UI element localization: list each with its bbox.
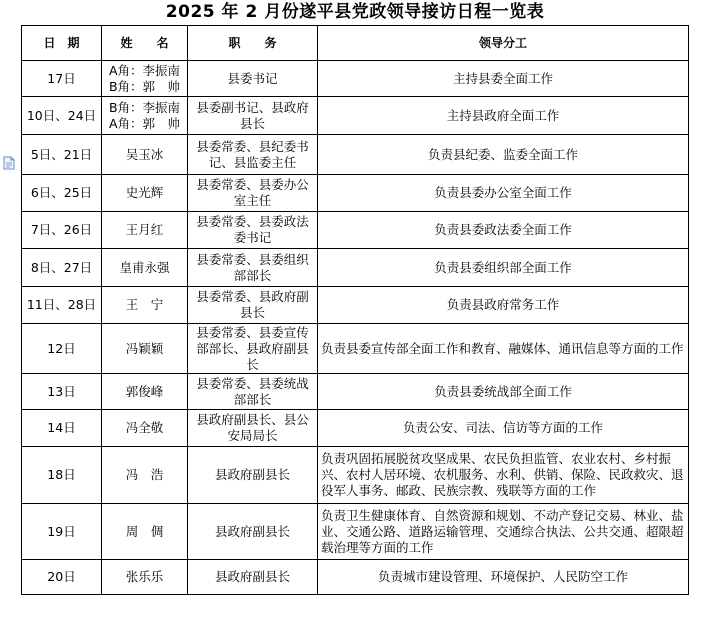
- date-cell: 7日、26日: [22, 212, 102, 249]
- name-line: B角：李振南: [108, 99, 181, 115]
- position-cell: 县政府副县长: [188, 560, 318, 595]
- position-cell: 县委常委、县政府副县长: [188, 287, 318, 324]
- duties-cell: 主持县委全面工作: [318, 61, 689, 97]
- header-position: 职 务: [188, 26, 318, 61]
- position-cell: 县委常委、县委办公室主任: [188, 175, 318, 212]
- date-cell: 6日、25日: [22, 175, 102, 212]
- date-cell: 11日、28日: [22, 287, 102, 324]
- duties-cell: 负责县委组织部全面工作: [318, 249, 689, 287]
- table-header-row: [22, 26, 689, 61]
- name-cell: 皇甫永强: [102, 249, 188, 287]
- date-cell: 18日: [22, 447, 102, 504]
- table-row: [22, 97, 689, 135]
- table-row: [22, 135, 689, 175]
- duties-cell: 负责巩固拓展脱贫攻坚成果、农民负担监管、农业农村、乡村振兴、农村人居环境、农机服务、水利、供销、保险、民政救灾、退役军人事务、邮政、民族宗教、残联等方面的工作: [318, 447, 689, 504]
- name-cell: 王月红: [102, 212, 188, 249]
- duties-cell: 负责城市建设管理、环境保护、人民防空工作: [318, 560, 689, 595]
- duties-cell: 负责县纪委、监委全面工作: [318, 135, 689, 175]
- header-name: 姓 名: [102, 26, 188, 61]
- date-cell: 20日: [22, 560, 102, 595]
- name-line: A角：郭 帅: [108, 115, 181, 131]
- table-row: [22, 560, 689, 595]
- date-cell: 5日、21日: [22, 135, 102, 175]
- page-title: 2025 年 2 月份遂平县党政领导接访日程一览表: [165, 2, 545, 22]
- name-cell: 王 宁: [102, 287, 188, 324]
- duties-cell: 负责县政府常务工作: [318, 287, 689, 324]
- name-line: B角：郭 帅: [108, 78, 181, 94]
- date-cell: 13日: [22, 374, 102, 410]
- table-row: [22, 287, 689, 324]
- duties-cell: 负责卫生健康体育、自然资源和规划、不动产登记交易、林业、盐业、交通公路、道路运输管理、交通综合执法、公共交通、超限超载治理等方面的工作: [318, 504, 689, 560]
- date-cell: 14日: [22, 410, 102, 447]
- position-cell: 县委常委、县纪委书记、县监委主任: [188, 135, 318, 175]
- header-duties: 领导分工: [318, 26, 689, 61]
- table-row: [22, 61, 689, 97]
- date-cell: 17日: [22, 61, 102, 97]
- date-cell: 8日、27日: [22, 249, 102, 287]
- name-cell: 周 倜: [102, 504, 188, 560]
- name-cell: 冯颖颖: [102, 324, 188, 374]
- table-row: [22, 175, 689, 212]
- position-cell: 县委常委、县委政法委书记: [188, 212, 318, 249]
- position-cell: 县委常委、县委组织部部长: [188, 249, 318, 287]
- table-row: [22, 374, 689, 410]
- date-cell: 10日、24日: [22, 97, 102, 135]
- table-row: [22, 324, 689, 374]
- name-cell: 张乐乐: [102, 560, 188, 595]
- table-row: [22, 410, 689, 447]
- name-cell: 郭俊峰: [102, 374, 188, 410]
- name-line: A角：李振南: [108, 62, 181, 78]
- position-cell: 县政府副县长: [188, 504, 318, 560]
- duties-cell: 主持县政府全面工作: [318, 97, 689, 135]
- duties-cell: 负责县委宣传部全面工作和教育、融媒体、通讯信息等方面的工作: [318, 324, 689, 374]
- position-cell: 县委副书记、县政府县长: [188, 97, 318, 135]
- position-cell: 县委常委、县委统战部部长: [188, 374, 318, 410]
- name-cell: [102, 61, 188, 97]
- date-cell: 12日: [22, 324, 102, 374]
- position-cell: 县政府副县长、县公安局局长: [188, 410, 318, 447]
- table-row: [22, 249, 689, 287]
- name-cell: 吴玉冰: [102, 135, 188, 175]
- document-icon: [3, 156, 15, 170]
- date-cell: 19日: [22, 504, 102, 560]
- position-cell: 县委书记: [188, 61, 318, 97]
- table-row: [22, 504, 689, 560]
- table-row: [22, 447, 689, 504]
- header-date: 日 期: [22, 26, 102, 61]
- table-row: [22, 212, 689, 249]
- duties-cell: 负责公安、司法、信访等方面的工作: [318, 410, 689, 447]
- duties-cell: 负责县委办公室全面工作: [318, 175, 689, 212]
- name-cell: [102, 97, 188, 135]
- schedule-table: [21, 25, 689, 595]
- duties-cell: 负责县委政法委全面工作: [318, 212, 689, 249]
- duties-cell: 负责县委统战部全面工作: [318, 374, 689, 410]
- name-cell: 冯 浩: [102, 447, 188, 504]
- name-cell: 冯全敬: [102, 410, 188, 447]
- name-cell: 史光辉: [102, 175, 188, 212]
- position-cell: 县委常委、县委宣传部部长、县政府副县长: [188, 324, 318, 374]
- position-cell: 县政府副县长: [188, 447, 318, 504]
